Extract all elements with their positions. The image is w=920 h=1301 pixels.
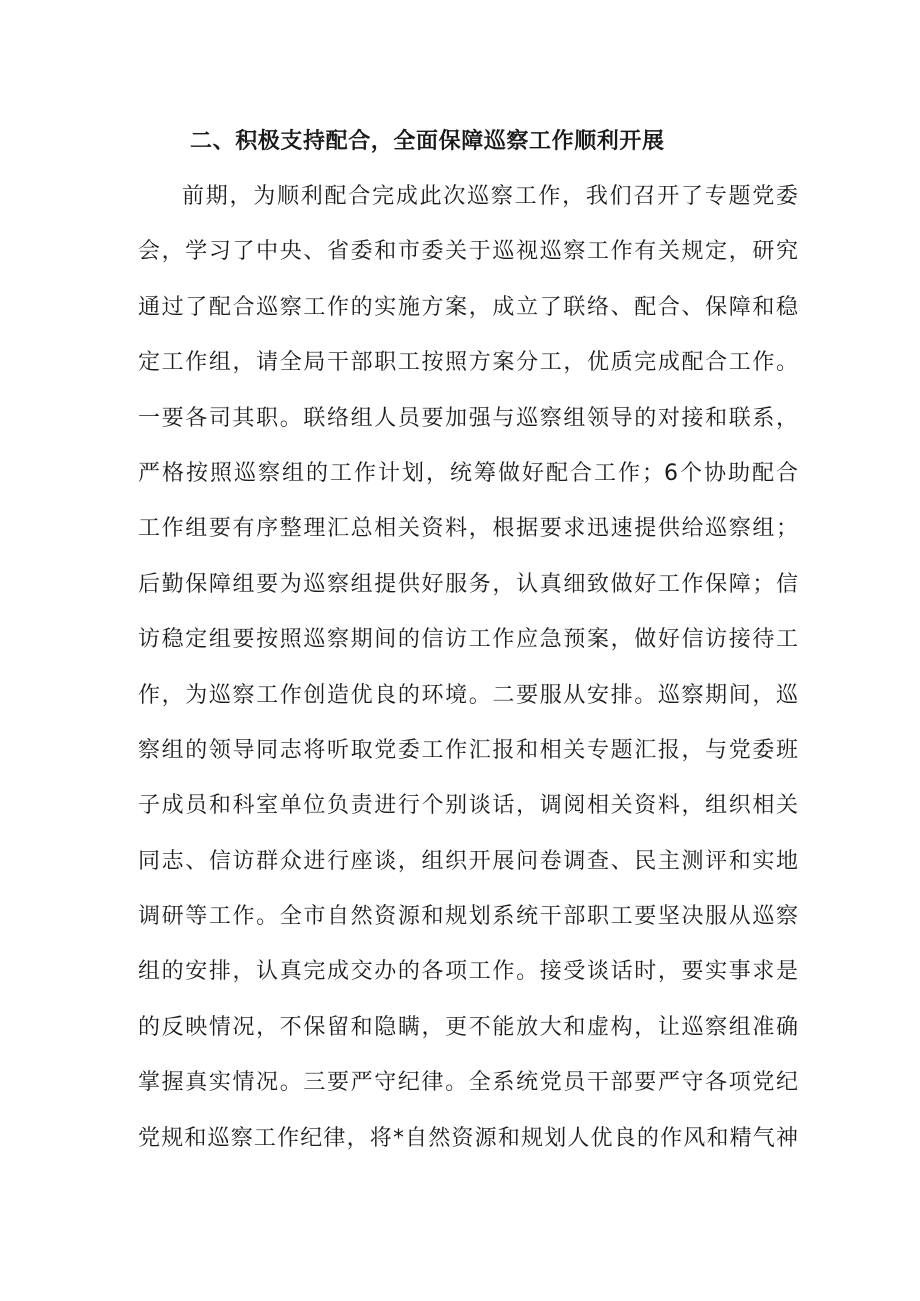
text-line: 察组的领导同志将听取党委工作汇报和相关专题汇报，与党委班	[138, 737, 798, 763]
text-line: 工作组要有序整理汇总相关资料，根据要求迅速提供给巡察组；	[138, 516, 798, 542]
text-line: 定工作组，请全局干部职工按照方案分工，优质完成配合工作。	[138, 350, 798, 376]
text-line: 会，学习了中央、省委和市委关于巡视巡察工作有关规定，研究	[138, 239, 798, 265]
text-line: 后勤保障组要为巡察组提供好服务，认真细致做好工作保障；信	[138, 571, 798, 597]
text-line: 调研等工作。全市自然资源和规划系统干部职工要坚决服从巡察	[138, 904, 798, 930]
text-line: 通过了配合巡察工作的实施方案，成立了联络、配合、保障和稳	[138, 294, 798, 320]
text-line: 严格按照巡察组的工作计划，统筹做好配合工作；6个协助配合	[138, 460, 798, 486]
text-line: 子成员和科室单位负责进行个别谈话，调阅相关资料，组织相关	[138, 793, 798, 819]
body-paragraph	[138, 169, 798, 1166]
text-line: 作，为巡察工作创造优良的环境。二要服从安排。巡察期间，巡	[138, 682, 798, 708]
text-line: 同志、信访群众进行座谈，组织开展问卷调查、民主测评和实地	[138, 848, 798, 874]
text-line: 掌握真实情况。三要严守纪律。全系统党员干部要严守各项党纪	[138, 1070, 798, 1096]
text-line: 的反映情况，不保留和隐瞒，更不能放大和虚构，让巡察组准确	[138, 1014, 798, 1040]
text-line: 前期，为顺利配合完成此次巡察工作，我们召开了专题党委	[182, 184, 798, 209]
text-line: 访稳定组要按照巡察期间的信访工作应急预案，做好信访接待工	[138, 627, 798, 653]
text-line: 党规和巡察工作纪律，将*自然资源和规划人优良的作风和精气神	[138, 1125, 798, 1151]
section-heading: 二、积极支持配合，全面保障巡察工作顺利开展	[190, 129, 665, 154]
text-line: 一要各司其职。联络组人员要加强与巡察组领导的对接和联系，	[138, 405, 798, 431]
text-line: 组的安排，认真完成交办的各项工作。接受谈话时，要实事求是	[138, 959, 798, 985]
